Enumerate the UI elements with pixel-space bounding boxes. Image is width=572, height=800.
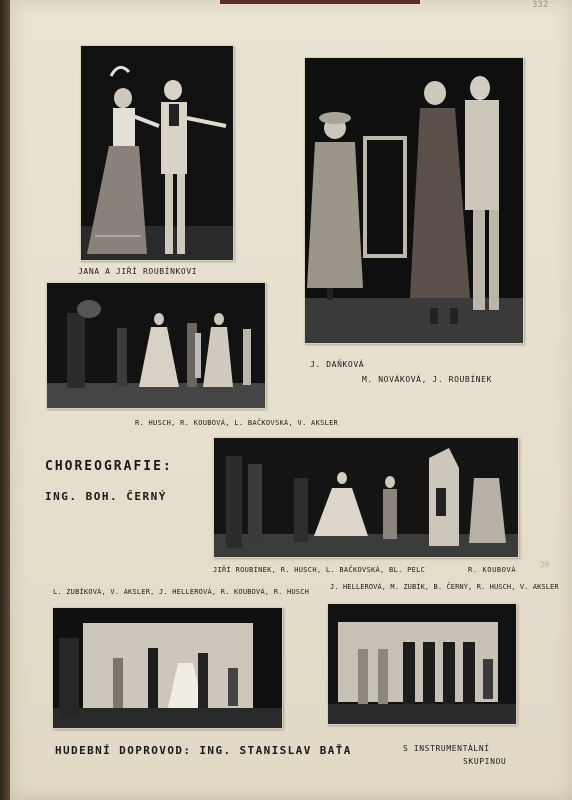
photo-choreography-scene: [213, 437, 519, 558]
top-strip: [220, 0, 420, 4]
caption-novakova-roubinek: M. NOVÁKOVÁ, J. ROUBÍNEK: [362, 375, 492, 384]
caption-hellerova-ensemble: J. HELLEROVÁ, M. ZUBÍK, B. ČERNÝ, R. HUSCH, V. AKSLER: [330, 583, 559, 591]
pencil-note: 26: [539, 559, 551, 570]
photo-husch-koubova: [46, 282, 266, 409]
caption-husch-koubova: R. HUSCH, R. KOUBOVÁ, L. BAČKOVSKÁ, V. AKSLER: [135, 419, 339, 427]
photo-zubikova-ensemble: [52, 607, 283, 729]
caption-zubikova-ensemble: L. ZUBÍKOVÁ, V. AKSLER, J. HELLEROVÁ, R. KOUBOVÁ, R. HUSCH: [53, 588, 310, 596]
caption-dankova: J. DAŇKOVÁ: [310, 360, 365, 369]
photo-dankova-novakova: [304, 57, 524, 344]
album-page: [10, 0, 572, 800]
photo-hellerova-ensemble: [327, 603, 517, 725]
photo-jana-jiri: [80, 45, 234, 261]
caption-roubinek-husch: JIŘÍ ROUBÍNEK, R. HUSCH, L. BAČKOVSKÁ, BL. PELC: [213, 566, 426, 574]
caption-jana-jiri: JANA A JIŘÍ ROUBÍNKOVI: [78, 267, 198, 276]
music-heading: HUDEBNÍ DOPROVOD: ING. STANISLAV BAŤA: [55, 744, 352, 757]
music-subheading-line1: S INSTRUMENTÁLNÍ: [403, 744, 490, 753]
page-number: 332: [532, 0, 549, 10]
choreography-name: ING. BOH. ČERNÝ: [45, 490, 167, 503]
music-subheading-line2: SKUPINOU: [463, 757, 507, 766]
caption-koubova: R. KOUBOVÁ: [468, 566, 517, 574]
choreography-heading: CHOREOGRAFIE:: [45, 459, 173, 474]
album-binding-edge: [0, 0, 10, 800]
